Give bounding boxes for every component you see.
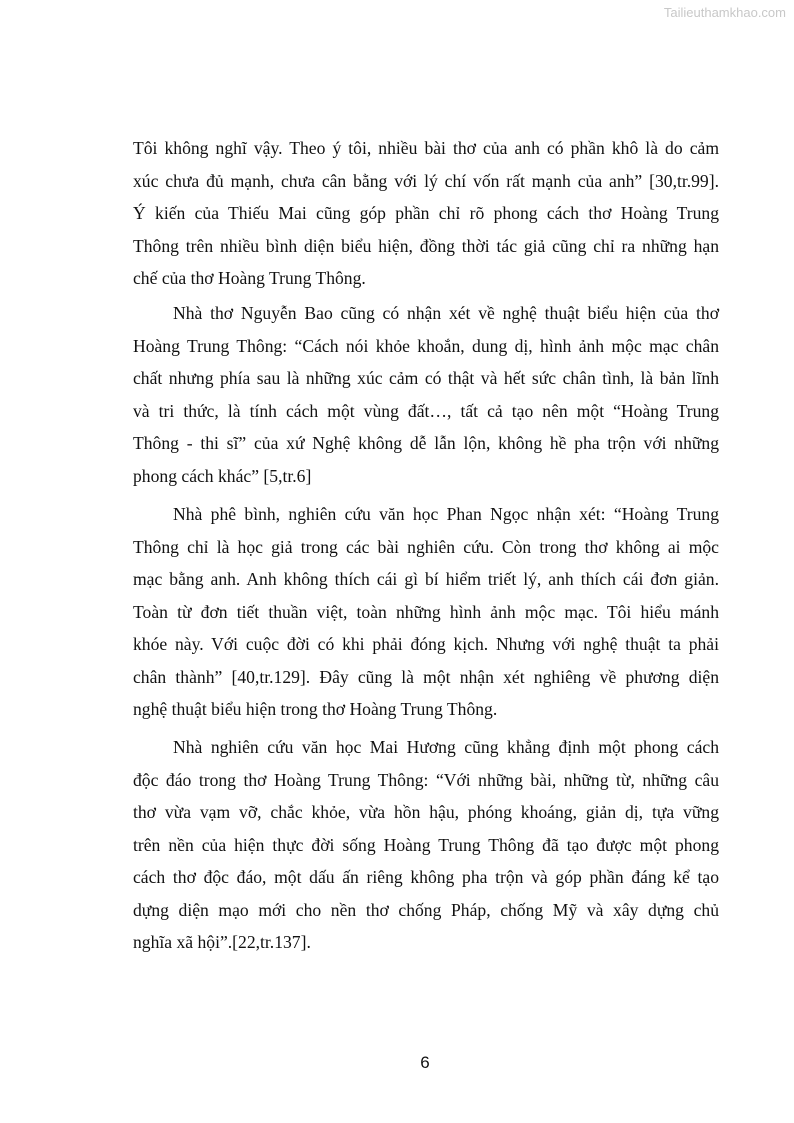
text-line: Toàn từ đơn tiết thuần việt, toàn những hình ảnh mộc mạc. Tôi hiểu mánh bbox=[133, 601, 719, 622]
text-line: Thông chỉ là học giả trong các bài nghiên cứu. Còn trong thơ không ai mộc bbox=[133, 536, 719, 557]
text-line: Nhà nghiên cứu văn học Mai Hương cũng khẳng định một phong cách bbox=[173, 737, 719, 757]
text-line: nghệ thuật biểu hiện trong thơ Hoàng Trung Thông. bbox=[133, 699, 498, 719]
paragraph bbox=[133, 132, 719, 295]
text-line: Thông trên nhiều bình diện biểu hiện, đồng thời tác giả cũng chỉ ra những hạn bbox=[133, 235, 719, 256]
text-line: chân thành” [40,tr.129]. Đây cũng là một nhận xét nghiêng về phương diện bbox=[133, 666, 719, 687]
text-line: độc đáo trong thơ Hoàng Trung Thông: “Với những bài, những từ, những câu bbox=[133, 769, 719, 790]
text-line: Nhà thơ Nguyễn Bao cũng có nhận xét về nghệ thuật biểu hiện của thơ bbox=[173, 303, 719, 323]
text-line: chất nhưng phía sau là những xúc cảm có thật và hết sức chân tình, là bản lĩnh bbox=[133, 368, 719, 388]
text-line: Thông - thi sĩ” của xứ Nghệ không dễ lẫn lộn, không hề pha trộn với những bbox=[133, 433, 719, 453]
text-line: xúc chưa đủ mạnh, chưa cân bằng với lý chí vốn rất mạnh của anh” [30,tr.99]. bbox=[133, 170, 719, 191]
text-line: trên nền của hiện thực đời sống Hoàng Trung Thông đã tạo được một phong bbox=[133, 834, 719, 855]
text-line: chế của thơ Hoàng Trung Thông. bbox=[133, 268, 366, 288]
watermark: Tailieuthamkhao.com bbox=[663, 5, 786, 20]
text-line: nghĩa xã hội”.[22,tr.137]. bbox=[133, 932, 311, 952]
text-line: thơ vừa vạm vỡ, chắc khỏe, vừa hồn hậu, phóng khoáng, giản dị, tựa vững bbox=[133, 802, 719, 822]
paragraph bbox=[133, 498, 719, 726]
text-line: Nhà phê bình, nghiên cứu văn học Phan Ngọc nhận xét: “Hoàng Trung bbox=[173, 504, 719, 524]
text-line: Hoàng Trung Thông: “Cách nói khỏe khoắn, dung dị, hình ảnh mộc mạc chân bbox=[133, 335, 719, 356]
text-line: mạc bằng anh. Anh không thích cái gì bí hiểm triết lý, anh thích cái đơn giản. bbox=[133, 569, 719, 589]
text-line: phong cách khác” [5,tr.6] bbox=[133, 465, 312, 486]
page-number: 6 bbox=[420, 1053, 430, 1072]
text-line: dựng diện mạo mới cho nền thơ chống Pháp, chống Mỹ và xây dựng chủ bbox=[133, 899, 719, 920]
text-line: và tri thức, là tính cách một vùng đất…, tất cả tạo nên một “Hoàng Trung bbox=[133, 400, 719, 421]
text-line: Tôi không nghĩ vậy. Theo ý tôi, nhiều bài thơ của anh có phần khô là do cảm bbox=[133, 138, 719, 158]
text-line: cách thơ độc đáo, một dấu ấn riêng không pha trộn và góp phần đáng kể tạo bbox=[133, 867, 719, 887]
text-line: Ý kiến của Thiếu Mai cũng góp phần chỉ rõ phong cách thơ Hoàng Trung bbox=[133, 203, 719, 223]
paragraph bbox=[133, 731, 719, 959]
text-line: khóe này. Với cuộc đời có khi phải đóng kịch. Nhưng với nghệ thuật ta phải bbox=[133, 634, 719, 654]
paragraph bbox=[133, 297, 719, 492]
